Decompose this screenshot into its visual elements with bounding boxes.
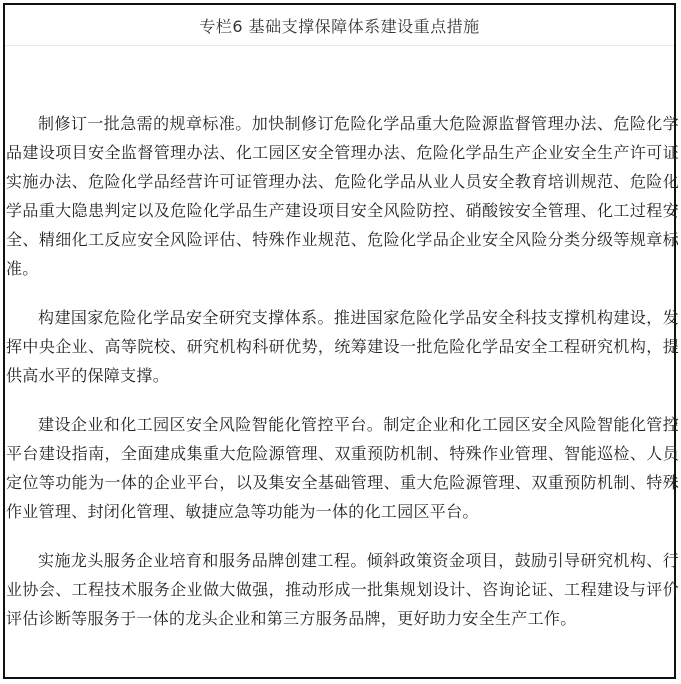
paragraph-risk-platform: 建设企业和化工园区安全风险智能化管控平台。制定企业和化工园区安全风险智能化管控平台建设指南，全面建成集重大危险源管理、双重预防机制、特殊作业管理、智能巡检、人员定位等功能为一体的企业平台，以及集安全基础管理、重大危险源管理、双重预防机制、特殊作业管理、封闭化管理、敏捷应急等功能为一体的化工园区平台。 [6, 415, 679, 521]
paragraph-research-system: 构建国家危险化学品安全研究支撑体系。推进国家危险化学品安全科技支撑机构建设，发挥中央企业、高等院校、研究机构科研优势，统筹建设一批危险化学品安全工程研究机构，提供高水平的保障支撑。 [6, 308, 679, 385]
box-content [6, 109, 679, 633]
paragraph-service-enterprises: 实施龙头服务企业培育和服务品牌创建工程。倾斜政策资金项目，鼓励引导研究机构、行业协会、工程技术服务企业做大做强，推动形成一批集规划设计、咨询论证、工程建设与评价评估诊断等服务于一体的龙头企业和第三方服务品牌，更好助力安全生产工作。 [6, 551, 679, 628]
measures-box [3, 3, 679, 679]
box-title: 专栏6 基础支撑保障体系建设重点措施 [5, 5, 674, 46]
paragraph-regulations: 制修订一批急需的规章标准。加快制修订危险化学品重大危险源监督管理办法、危险化学品建设项目安全监督管理办法、化工园区安全管理办法、危险化学品生产企业安全生产许可证实施办法、危险化学品经营许可证管理办法、危险化学品从业人员安全教育培训规范、危险化学品重大隐患判定以及危险化学品生产建设项目安全风险防控、硝酸铵安全管理、化工过程安全、精细化工反应安全风险评估、特殊作业规范、危险化学品企业安全风险分类分级等规章标准。 [6, 114, 679, 278]
